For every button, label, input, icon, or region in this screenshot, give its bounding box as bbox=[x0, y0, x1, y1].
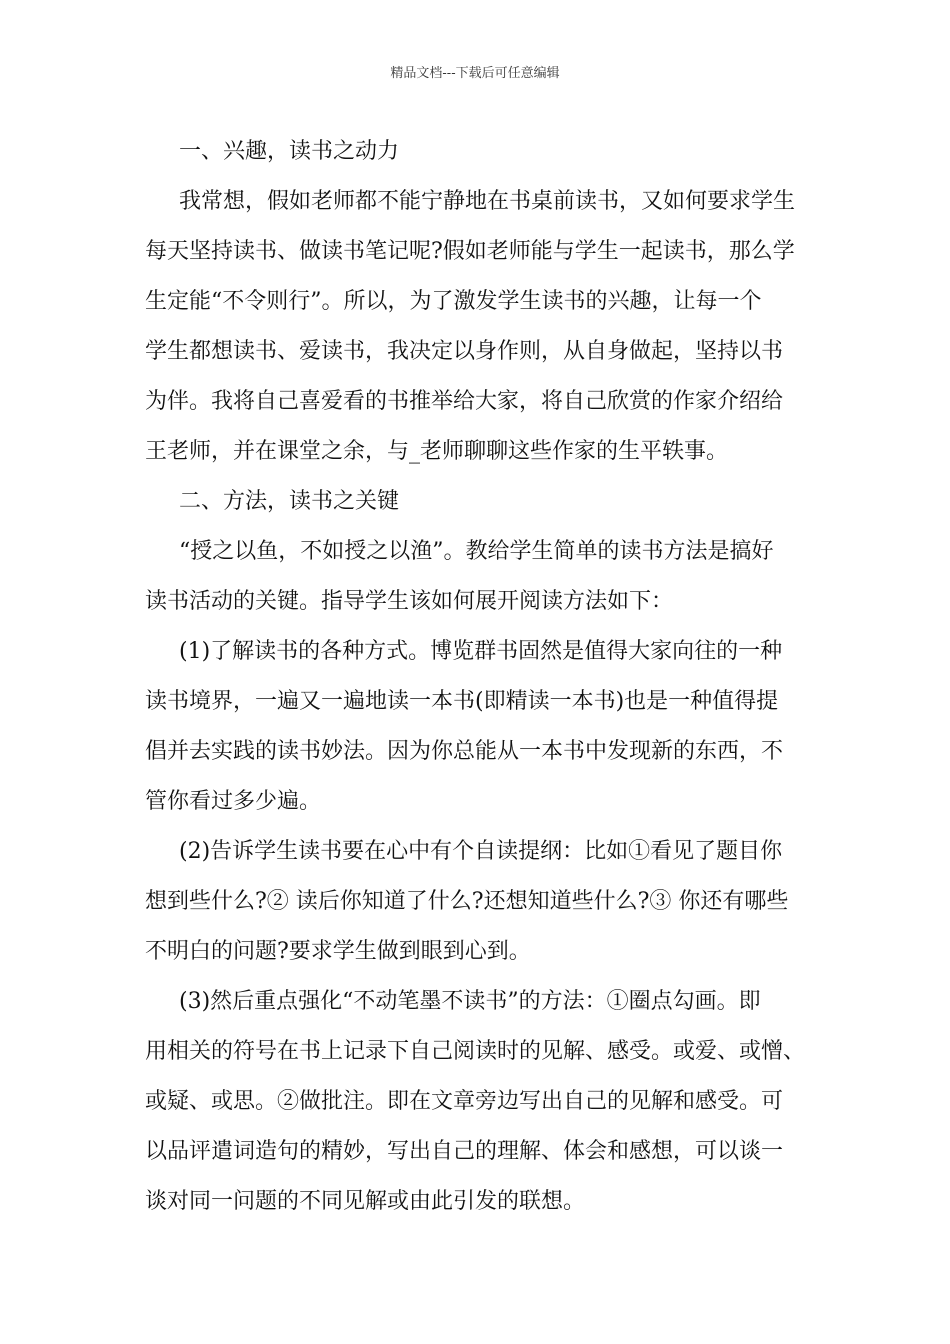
paragraph-line: 王老师，并在课堂之余，与_老师聊聊这些作家的生平轶事。 bbox=[145, 439, 729, 464]
list-item-3-line: 或疑、或思。②做批注。即在文章旁边写出自己的见解和感受。可 bbox=[145, 1089, 784, 1114]
paragraph-line: 我常想，假如老师都不能宁静地在书桌前读书，又如何要求学生 bbox=[179, 189, 796, 214]
section-heading-method: 二、方法，读书之关键 bbox=[179, 489, 400, 514]
paragraph-line: 读书活动的关键。指导学生该如何展开阅读方法如下： bbox=[145, 589, 674, 614]
paragraph-line: 为伴。我将自己喜爱看的书推举给大家，将自己欣赏的作家介绍给 bbox=[145, 389, 784, 414]
list-item-3-line: 用相关的符号在书上记录下自己阅读时的见解、感受。或爱、或憎、 bbox=[145, 1039, 806, 1064]
page-header: 精品文档---下载后可任意编辑 bbox=[390, 66, 560, 81]
paragraph-line: “授之以鱼，不如授之以渔”。教给学生简单的读书方法是搞好 bbox=[179, 539, 774, 564]
list-item-3-line: 以品评遣词造句的精妙，写出自己的理解、体会和感想，可以谈一 bbox=[145, 1139, 784, 1164]
paragraph-line: 学生都想读书、爱读书，我决定以身作则，从自身做起，坚持以书 bbox=[145, 339, 784, 364]
document-body bbox=[145, 127, 835, 1227]
list-item-1-line: 读书境界，一遍又一遍地读一本书(即精读一本书)也是一种值得提 bbox=[145, 689, 779, 714]
list-item-2-line: 想到些什么?② 读后你知道了什么?还想知道些什么?③ 你还有哪些 bbox=[145, 889, 789, 914]
paragraph-line: 生定能“不令则行”。所以，为了激发学生读书的兴趣，让每一个 bbox=[145, 289, 762, 314]
list-item-3-line: 谈对同一问题的不同见解或由此引发的联想。 bbox=[145, 1189, 586, 1214]
list-item-1-line: 倡并去实践的读书妙法。因为你总能从一本书中发现新的东西，不 bbox=[145, 739, 784, 764]
list-item-1-line: 管你看过多少遍。 bbox=[145, 789, 322, 814]
list-item-1-line: (1)了解读书的各种方式。博览群书固然是值得大家向往的一种 bbox=[179, 639, 783, 664]
section-heading-interest: 一、兴趣，读书之动力 bbox=[179, 139, 400, 164]
list-item-3-line: (3)然后重点强化“不动笔墨不读书”的方法：①圈点勾画。即 bbox=[179, 989, 761, 1014]
list-item-2-line: (2)告诉学生读书要在心中有个自读提纲：比如①看见了题目你 bbox=[179, 839, 783, 864]
list-item-2-line: 不明白的问题?要求学生做到眼到心到。 bbox=[145, 939, 531, 964]
paragraph-line: 每天坚持读书、做读书笔记呢?假如老师能与学生一起读书，那么学 bbox=[145, 239, 795, 264]
